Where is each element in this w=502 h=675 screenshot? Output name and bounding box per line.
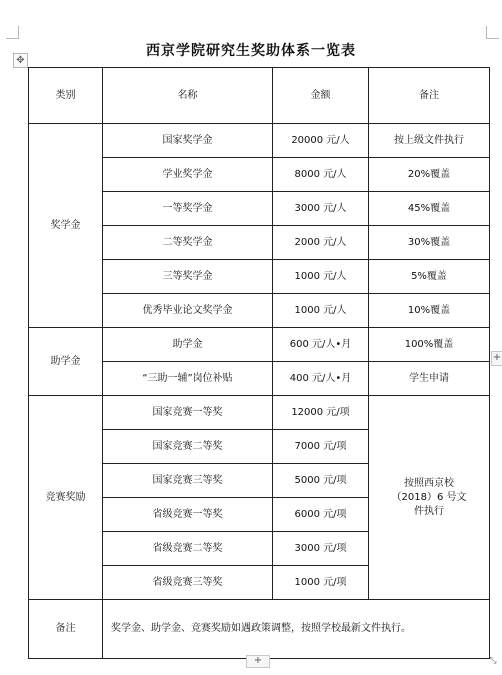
item-amount: 20000 元/人 bbox=[273, 124, 369, 158]
table-move-icon[interactable]: ✥ bbox=[13, 53, 28, 68]
item-name: 国家竞赛二等奖 bbox=[103, 430, 273, 464]
item-amount: 1000 元/人 bbox=[273, 294, 369, 328]
category-grant: 助学金 bbox=[29, 328, 103, 396]
item-amount: 400 元/人•月 bbox=[273, 362, 369, 396]
item-amount: 1000 元/人 bbox=[273, 260, 369, 294]
item-name: 一等奖学金 bbox=[103, 192, 273, 226]
item-name: “三助一辅”岗位补贴 bbox=[103, 362, 273, 396]
item-name: 省级竞赛三等奖 bbox=[103, 566, 273, 600]
item-name: 国家竞赛一等奖 bbox=[103, 396, 273, 430]
item-remark: 5%覆盖 bbox=[369, 260, 490, 294]
item-name: 三等奖学金 bbox=[103, 260, 273, 294]
note-label: 备注 bbox=[29, 600, 103, 659]
item-name: 学业奖学金 bbox=[103, 158, 273, 192]
header-row bbox=[29, 68, 490, 124]
category-competition: 竞赛奖励 bbox=[29, 396, 103, 600]
table-row bbox=[29, 124, 490, 158]
scholarship-table bbox=[28, 67, 490, 659]
page-corner-mark-left bbox=[6, 26, 19, 39]
item-remark: 按上级文件执行 bbox=[369, 124, 490, 158]
item-remark: 100%覆盖 bbox=[369, 328, 490, 362]
item-amount: 5000 元/项 bbox=[273, 464, 369, 498]
item-amount: 7000 元/项 bbox=[273, 430, 369, 464]
item-remark: 45%覆盖 bbox=[369, 192, 490, 226]
category-scholarship: 奖学金 bbox=[29, 124, 103, 328]
table-row bbox=[29, 328, 490, 362]
item-name: 省级竞赛二等奖 bbox=[103, 532, 273, 566]
header-remark: 备注 bbox=[369, 68, 490, 124]
header-name: 名称 bbox=[103, 68, 273, 124]
item-amount: 6000 元/项 bbox=[273, 498, 369, 532]
item-remark: 30%覆盖 bbox=[369, 226, 490, 260]
item-amount: 1000 元/项 bbox=[273, 566, 369, 600]
item-name: 优秀毕业论文奖学金 bbox=[103, 294, 273, 328]
item-amount: 8000 元/人 bbox=[273, 158, 369, 192]
item-amount: 12000 元/项 bbox=[273, 396, 369, 430]
item-amount: 600 元/人•月 bbox=[273, 328, 369, 362]
item-remark: 10%覆盖 bbox=[369, 294, 490, 328]
competition-remark: 按照西京校（2018）6 号文件执行 bbox=[369, 396, 490, 600]
item-name: 省级竞赛一等奖 bbox=[103, 498, 273, 532]
item-name: 国家竞赛三等奖 bbox=[103, 464, 273, 498]
note-row bbox=[29, 600, 490, 659]
item-amount: 2000 元/人 bbox=[273, 226, 369, 260]
header-category: 类别 bbox=[29, 68, 103, 124]
item-name: 二等奖学金 bbox=[103, 226, 273, 260]
add-row-plus-icon[interactable]: + bbox=[246, 655, 270, 668]
item-amount: 3000 元/项 bbox=[273, 532, 369, 566]
note-text: 奖学金、助学金、竞赛奖励如遇政策调整，按照学校最新文件执行。 bbox=[103, 600, 490, 659]
page-corner-mark-right bbox=[486, 26, 499, 39]
header-amount: 金额 bbox=[273, 68, 369, 124]
table-resize-icon[interactable]: ⤡ bbox=[489, 656, 497, 666]
table-title: 西京学院研究生奖助体系一览表 bbox=[146, 43, 356, 59]
item-name: 国家奖学金 bbox=[103, 124, 273, 158]
item-remark: 学生申请 bbox=[369, 362, 490, 396]
item-remark: 20%覆盖 bbox=[369, 158, 490, 192]
item-name: 助学金 bbox=[103, 328, 273, 362]
item-amount: 3000 元/人 bbox=[273, 192, 369, 226]
add-column-plus-icon[interactable]: + bbox=[491, 351, 502, 366]
table-row bbox=[29, 396, 490, 430]
